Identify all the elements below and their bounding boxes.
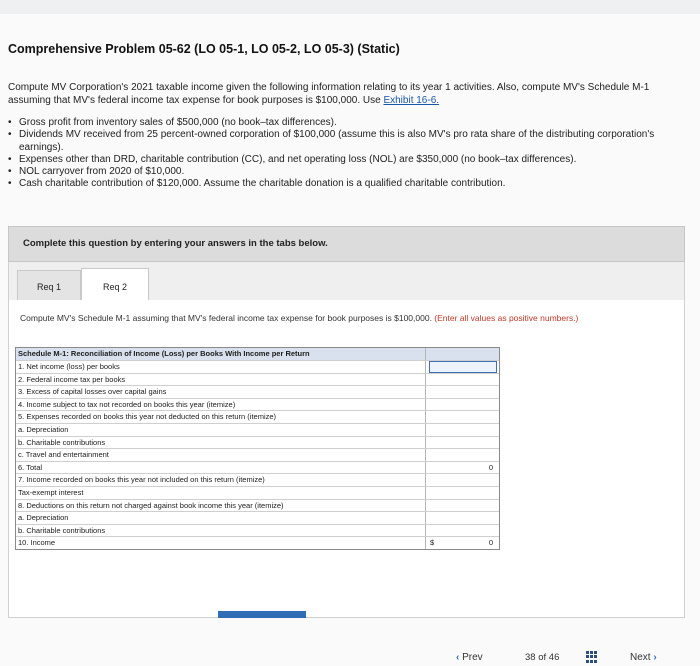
grid-icon[interactable] [586,651,598,663]
row-label: 5. Expenses recorded on books this year not deducted on this return (itemize) [18,411,426,423]
row-label: a. Depreciation [18,512,426,524]
row-label: 8. Deductions on this return not charged against book income this year (itemize) [18,500,426,512]
schedule-header: Schedule M-1: Reconciliation of Income (Loss) per Books With Income per Return [18,348,426,360]
return-depreciation-input[interactable] [429,512,497,524]
row-label: b. Charitable contributions [18,437,426,449]
table-row [16,487,499,500]
capital-losses-input[interactable] [429,386,497,398]
deductions-not-charged-input[interactable] [429,500,497,512]
row-label: a. Depreciation [18,424,426,436]
complete-question-banner [8,226,685,262]
next-button[interactable] [630,652,657,663]
chevron-left-icon: ‹ [456,652,460,663]
return-charitable-input[interactable] [429,525,497,537]
row-label: 1. Net income (loss) per books [18,361,426,373]
instruction-text [20,313,620,324]
table-row [16,437,499,450]
row-label: Tax-exempt interest [18,487,426,499]
tab-req-2[interactable]: Req 2 [81,268,149,305]
federal-tax-input[interactable] [429,374,497,386]
table-row [16,462,499,475]
income-total-value: 0 [488,538,493,548]
next-label: Next [630,652,651,663]
table-row [16,386,499,399]
complete-question-label: Complete this question by entering your answers in the tabs below. [23,238,328,249]
fact-item: • Dividends MV received from 25 percent-owned corporation of $100,000 (assume this is also MV's pro rata share of the distributing corporation's earnings). [8,129,692,154]
total-value: 0 [488,462,493,472]
income-not-recorded-input[interactable] [429,399,497,411]
table-row [16,374,499,387]
row-label: 2. Federal income tax per books [18,374,426,386]
row-label: b. Charitable contributions [18,525,426,537]
problem-title: Comprehensive Problem 05-62 (LO 05-1, LO 05-2, LO 05-3) (Static) [8,42,400,56]
instruction-note: (Enter all values as positive numbers.) [434,313,579,323]
tab-req-1[interactable]: Req 1 [17,270,81,302]
page-indicator [525,652,559,663]
fact-item: • NOL carryover from 2020 of $10,000. [8,166,692,178]
top-bar [0,0,700,14]
net-income-input[interactable] [429,361,497,373]
table-row [16,424,499,437]
row-label: 10. Income [18,537,426,549]
facts-list [8,117,692,191]
table-row [16,512,499,525]
page-total: 46 [548,652,560,663]
page-current: 38 [525,652,536,663]
chevron-right-icon: › [653,652,657,663]
schedule-header-row [16,348,499,361]
req-navigation-button[interactable] [218,611,306,618]
row-label: 6. Total [18,462,426,474]
row-label: 4. Income subject to tax not recorded on books this year (itemize) [18,399,426,411]
row-label: 7. Income recorded on books this year not included on this return (itemize) [18,474,426,486]
exhibit-link[interactable]: Exhibit 16-6. [383,95,440,106]
table-row [16,449,499,462]
page-of: of [538,652,547,663]
fact-item: • Expenses other than DRD, charitable contribution (CC), and net operating loss (NOL) are $350,000 (no book–tax differences). [8,154,692,166]
table-row [16,525,499,538]
schedule-m1-table [15,347,500,550]
row-label: 3. Excess of capital losses over capital gains [18,386,426,398]
table-row [16,537,499,549]
prev-label: Prev [462,652,483,663]
fact-item: • Gross profit from inventory sales of $500,000 (no book–tax differences). [8,117,692,129]
row-label: c. Travel and entertainment [18,449,426,461]
table-row [16,411,499,424]
tax-exempt-interest-input[interactable] [429,487,497,499]
expenses-not-deducted-input[interactable] [429,411,497,423]
travel-entertainment-input[interactable] [429,449,497,461]
table-row [16,399,499,412]
problem-intro [8,81,688,107]
depreciation-input[interactable] [429,424,497,436]
charitable-contributions-input[interactable] [429,437,497,449]
table-row [16,474,499,487]
fact-item: • Cash charitable contribution of $120,000. Assume the charitable donation is a qualified charitable contribution. [8,178,692,190]
income-not-included-input[interactable] [429,474,497,486]
table-row [16,500,499,513]
table-row [16,361,499,374]
intro-text: Compute MV Corporation's 2021 taxable income given the following information relating to its year 1 activities. Also, compute MV's Schedule M-1 assuming that MV's federal income tax expense for book purposes is $100,000. Use [8,82,650,106]
prev-button[interactable] [456,652,483,663]
instruction-main: Compute MV's Schedule M-1 assuming that MV's federal income tax expense for book purposes is $100,000. [20,313,435,323]
currency-symbol: $ [430,538,435,548]
